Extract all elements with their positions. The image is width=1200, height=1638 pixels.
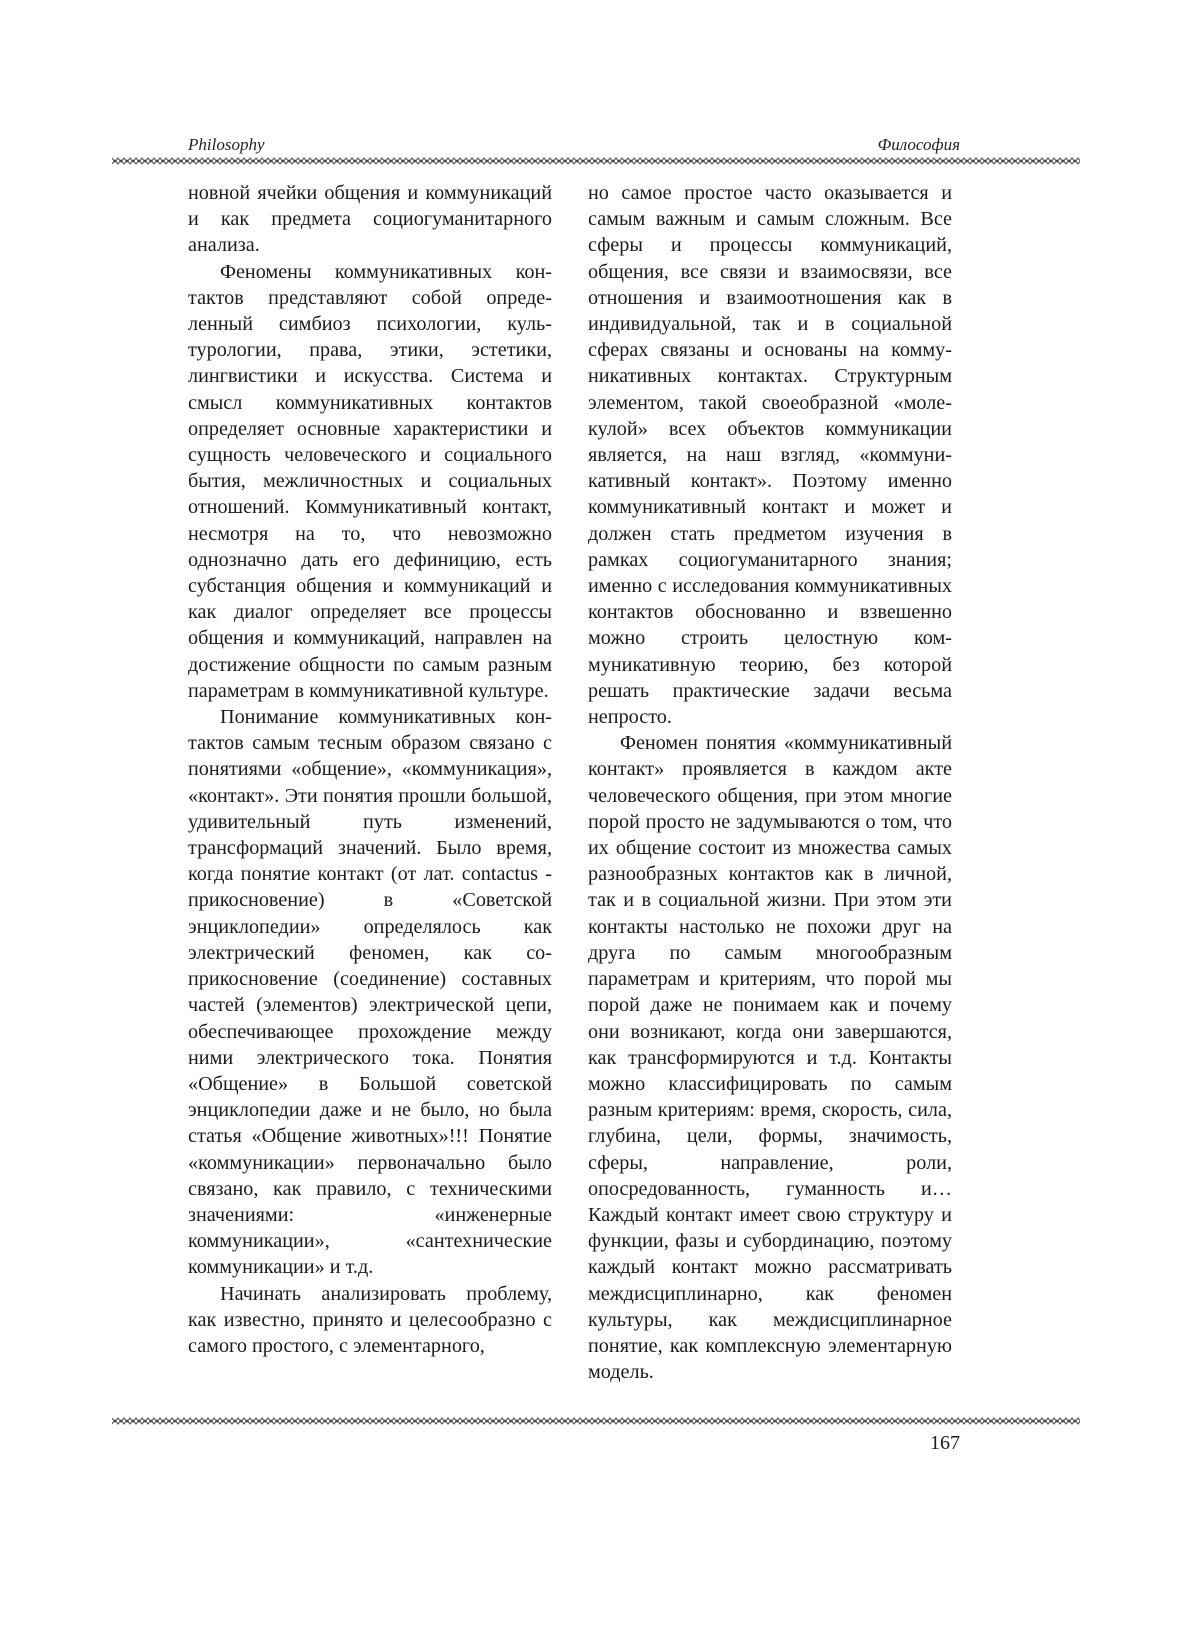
text-column-left bbox=[188, 180, 552, 1359]
running-header-russian: Философия bbox=[877, 135, 960, 154]
paragraph-continuation: новной ячейки общения и коммуникаций и как предмета социогуманитарного анализа. bbox=[188, 182, 552, 257]
paragraph: Феномены коммуникативных контактов представляют собой определенный симбиоз психологии, культурологии, права, этики, эстетики, лингвистики и искусства. Система и смысл коммуникативных контактов определяет основные характеристики и сущность человеческого и социального бытия, межличностных и социальных отношений. Коммуникативный контакт, несмотря на то, что невозможно однозначно дать его дефиницию, есть субстанция общения и коммуникаций и как диалог определяет все процессы общения и коммуникаций, направлен на достижение общности по самым разным параметрам в коммуникативной культуре. bbox=[188, 260, 552, 702]
paragraph: Феномен понятия «коммуникативный контакт» проявляется в каждом акте человеческого общения, при этом многие порой просто не задумываются о том, что их общение состоит из множества самых разнообразных контактов как в личной, так и в социальной жизни. При этом эти контакты настолько не похожи друг на друга по самым многообразным параметрам и критериям, что порой мы порой даже не понимаем как и почему они возникают, когда они завершаются, как трансформируются и т.д. Контакты можно классифицировать по самым разным критериям: время, скорость, сила, глубина, цели, формы, значимость, сферы, направление, роли, опосредованность, гуманность и… Каждый контакт имеет свою структуру и функции, фазы и субординацию, поэтому каждый контакт можно рассматривать междисциплинарно, как феномен культуры, как междисциплинарное понятие, как комплексную элементарную модель. bbox=[588, 732, 952, 1384]
decorative-rule-bottom bbox=[112, 1416, 1080, 1426]
decorative-rule-top bbox=[112, 156, 1080, 166]
page-number: 167 bbox=[930, 1432, 960, 1454]
paragraph: Понимание коммуникативных контактов самым тесным образом связано с понятиями «общение», «коммуникация», «контакт». Эти понятия прошли большой, удивительный путь изменений, трансформаций значений. Было время, когда понятие контакт (от лат. contactus - прикосновение) в «Советской энциклопедии» определялось как электрический феномен, как соприкосновение (соединение) составных частей (элементов) электрической цепи, обеспечивающее прохождение между ними электрического тока. Понятия «Общение» в Большой советской энциклопедии даже и не было, но была статья «Общение животных»!!! Понятие «коммуникации» первоначально было связано, как правило, с техническими значениями: «инженерные коммуникации», «сантехнические коммуникации» и т.д. bbox=[188, 706, 552, 1279]
paragraph-continuation: но самое простое часто оказывается и самым важным и самым сложным. Все сферы и процессы коммуникаций, общения, все связи и взаимосвязи, все отношения и взаимоотношения как в индивидуальной, так и в социальной сферах связаны и основаны на коммуникативных контактах. Структурным элементом, такой своеобразной «молекулой» всех объектов коммуникации является, на наш взгляд, «коммуникативный контакт». Поэтому именно коммуникативный контакт и может и должен стать предметом изучения в рамках социогуманитарного знания; именно с исследования коммуникативных контактов обоснованно и взвешенно можно строить целостную коммуникативную теорию, без которой решать практические задачи весьма непросто. bbox=[588, 182, 952, 729]
text-column-right bbox=[588, 180, 952, 1385]
paragraph: Начинать анализировать проблему, как известно, принято и целесообразно с самого простого, с элементарного, bbox=[188, 1282, 552, 1357]
running-header-english: Philosophy bbox=[188, 135, 265, 154]
